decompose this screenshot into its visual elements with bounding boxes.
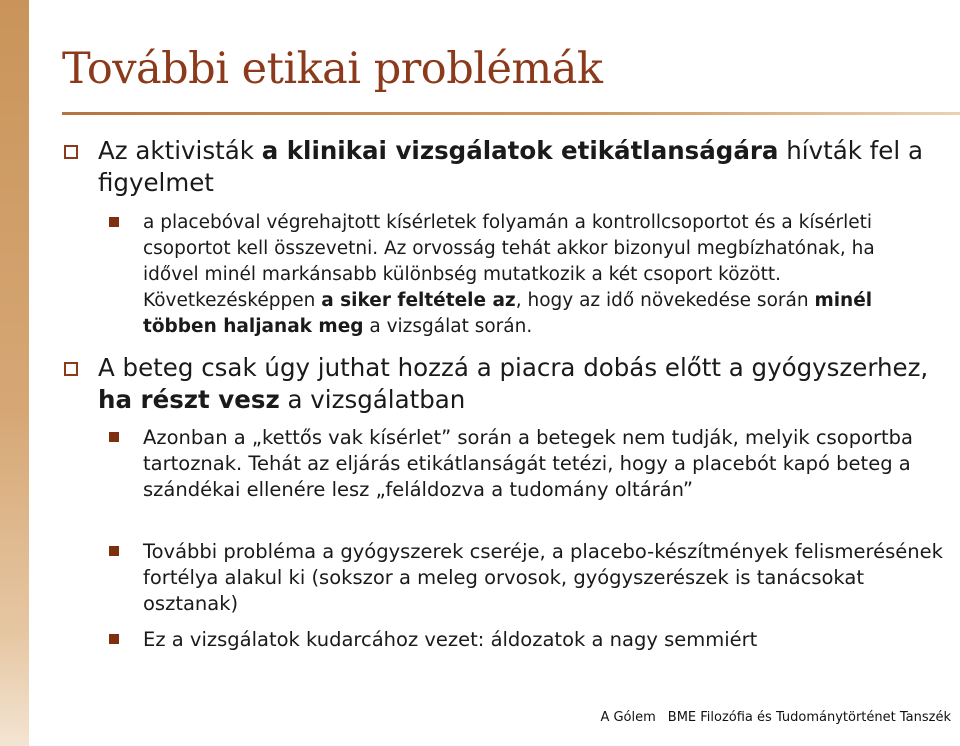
hollow-square-bullet-icon: [64, 145, 78, 159]
filled-square-bullet-icon: [109, 546, 119, 556]
bullet-emphasis: a klinikai vizsgálatok etikátlanságára: [261, 136, 779, 165]
filled-square-bullet-icon: [109, 432, 119, 442]
bullet-emphasis: ha részt vesz: [98, 385, 280, 414]
subbullet-placebo: [143, 210, 933, 340]
subbullet-emphasis: a siker feltétele az: [321, 290, 516, 311]
subbullet-drug-swap: [143, 539, 943, 617]
decorative-sidebar-bar: [0, 0, 29, 746]
footer-department: BME Filozófia és Tudománytörténet Tanszék: [667, 710, 951, 725]
hollow-square-bullet-icon: [64, 362, 78, 376]
slide-title: További etikai problémák: [62, 44, 603, 94]
bullet-text: Az aktivisták: [98, 136, 262, 165]
subbullet-failure: [143, 627, 943, 653]
bullet-activists: [98, 135, 948, 199]
subbullet-text: Ez a vizsgálatok kudarcához vezet: áldozatok a nagy semmiért: [143, 628, 758, 651]
bullet-text: a vizsgálatban: [279, 385, 466, 414]
footer-book-title: A Gólem: [600, 710, 656, 725]
subbullet-emphasis: minél többen haljanak meg: [143, 290, 873, 337]
filled-square-bullet-icon: [109, 217, 119, 227]
subbullet-text: a vizsgálat során.: [363, 316, 533, 337]
subbullet-text: , hogy az idő növekedése során: [515, 290, 815, 311]
bullet-text: hívták fel a figyelmet: [98, 136, 923, 197]
subbullet-text: További probléma a gyógyszerek cseréje, a placebo-készítmények felismerésének fortélya alakul ki (sokszor a meleg orvosok, gyógyszerészek is tanácsokat osztanak): [143, 540, 943, 615]
bullet-text: A beteg csak úgy juthat hozzá a piacra dobás előtt a gyógyszerhez,: [98, 353, 929, 382]
subbullet-text: a placebóval végrehajtott kísérletek folyamán a kontrollcsoportot és a kísérleti csoportot kell összevetni. Az orvosság tehát akkor bizonyul megbízhatónak, ha idővel minél markánsabb különbség mutatkozik a két csoport között. Következésképpen: [143, 212, 875, 311]
bullet-patient-access: [98, 352, 948, 416]
subbullet-double-blind: [143, 425, 943, 503]
subbullet-text: Azonban a „kettős vak kísérlet” során a betegek nem tudják, melyik csoportba tartoznak. Tehát az eljárás etikátlanságát tetézi, hogy a placebót kapó beteg a szándékai ellenére lesz „feláldozva a tudomány oltárán”: [143, 426, 914, 501]
filled-square-bullet-icon: [109, 634, 119, 644]
title-underline: [62, 112, 960, 115]
slide-footer: [600, 710, 951, 725]
